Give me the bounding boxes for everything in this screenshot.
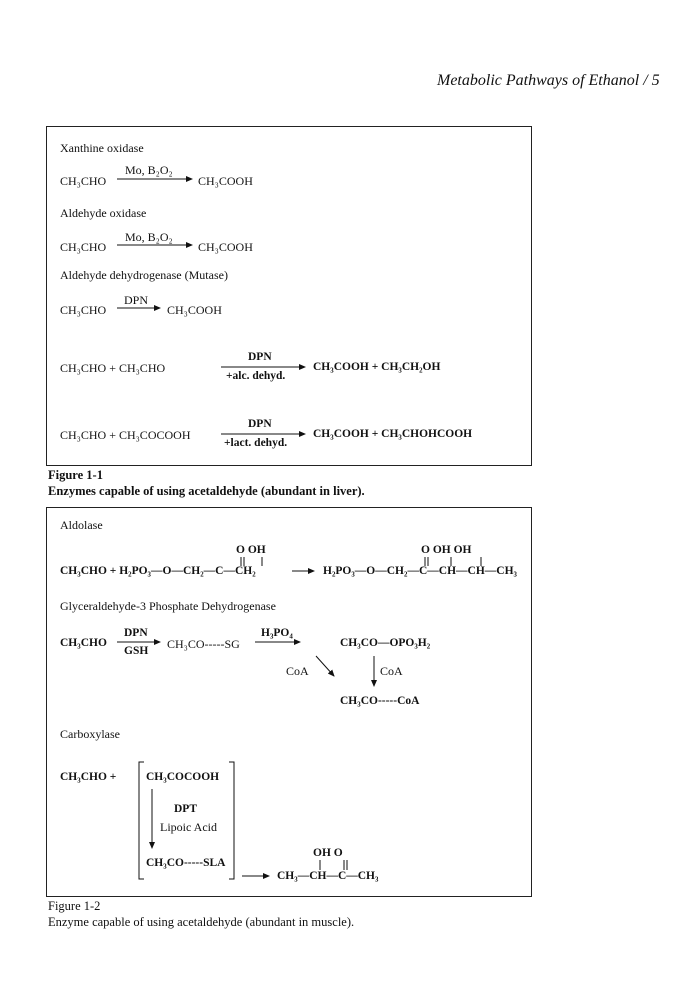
carboxylase-lipoic: Lipoic Acid [160, 820, 217, 834]
aldehyde-oxidase-substrate: CH₃CHO [60, 240, 107, 254]
figure-1-1-label: Figure 1-1 [48, 468, 103, 482]
carboxylase-intermediate: CH₃CO-----SLA [146, 857, 226, 869]
aldolase-right-top: O OH OH [421, 544, 472, 556]
aldehyde-oxidase-label: Aldehyde oxidase [60, 206, 147, 220]
mutase2-products: CH₃COOH + CH₃CHOHCOOH [313, 428, 473, 440]
figure-1-1-caption: Enzymes capable of using acetaldehyde (abundant in liver). [48, 484, 365, 498]
xanthine-product: CH₃COOH [198, 174, 253, 188]
dehydrogenase-product: CH₃COOH [167, 303, 222, 317]
g3pd-reagent: H₃PO₄ [261, 627, 293, 639]
xanthine-oxidase-label: Xanthine oxidase [60, 141, 144, 155]
dehydrogenase-substrate: CH₃CHO [60, 303, 107, 317]
g3pd-label: Glyceraldehyde-3 Phosphate Dehydrogenase [60, 599, 276, 613]
aldolase-product: H₂PO₃—O—CH₂—C—CH—CH—CH₃ [323, 565, 517, 577]
dehydrogenase-cofactor: DPN [124, 293, 149, 307]
aldolase-left-top: O OH [236, 544, 266, 556]
carboxylase-label: Carboxylase [60, 727, 120, 741]
xanthine-substrate: CH₃CHO [60, 174, 107, 188]
g3pd-final: CH₃CO-----CoA [340, 695, 420, 707]
carboxylase-substrate: CH₃CHO + [60, 771, 117, 783]
carboxylase-bracket-right [229, 762, 234, 879]
g3pd-intermediate: CH₃CO-----SG [167, 637, 240, 651]
mutase2-reactants: CH₃CHO + CH₃COCOOH [60, 428, 191, 442]
g3pd-cofactor-below: GSH [124, 645, 149, 657]
carboxylase-product: CH₃—CH—C—CH₃ [277, 870, 379, 882]
mutase1-products: CH₃COOH + CH₃CH₂OH [313, 361, 441, 373]
mutase1-reactants: CH₃CHO + CH₃CHO [60, 361, 166, 375]
dehydrogenase-label: Aldehyde dehydrogenase (Mutase) [60, 268, 228, 282]
carboxylase-dpt: DPT [174, 803, 197, 815]
g3pd-cofactor-above: DPN [124, 627, 148, 639]
carboxylase-pyruvate: CH₃COCOOH [146, 771, 220, 783]
carboxylase-bracket-left [139, 762, 144, 879]
carboxylase-product-top: OH O [313, 847, 343, 859]
g3pd-coa-diagonal [316, 656, 334, 676]
xanthine-catalyst: Mo, B₂O₂ [125, 163, 173, 177]
figure-1-2-caption: Enzyme capable of using acetaldehyde (abundant in muscle). [48, 915, 355, 929]
aldolase-reactants: CH₃CHO + H₂PO₃—O—CH₂—C—CH₂ [60, 565, 256, 577]
running-header: Metabolic Pathways of Ethanol / 5 [437, 72, 660, 89]
mutase2-above: DPN [248, 418, 272, 430]
aldehyde-oxidase-product: CH₃COOH [198, 240, 253, 254]
mutase1-below: +alc. dehyd. [226, 370, 286, 382]
aldehyde-oxidase-catalyst: Mo, B₂O₂ [125, 230, 173, 244]
g3pd-coa-left: CoA [286, 664, 309, 678]
g3pd-product: CH₃CO—OPO₃H₂ [340, 637, 431, 649]
figure-1-2-label: Figure 1-2 [48, 899, 101, 913]
aldolase-label: Aldolase [60, 518, 103, 532]
g3pd-coa-right: CoA [380, 664, 403, 678]
g3pd-substrate: CH₃CHO [60, 637, 107, 649]
mutase2-below: +lact. dehyd. [224, 437, 288, 449]
mutase1-above: DPN [248, 351, 272, 363]
